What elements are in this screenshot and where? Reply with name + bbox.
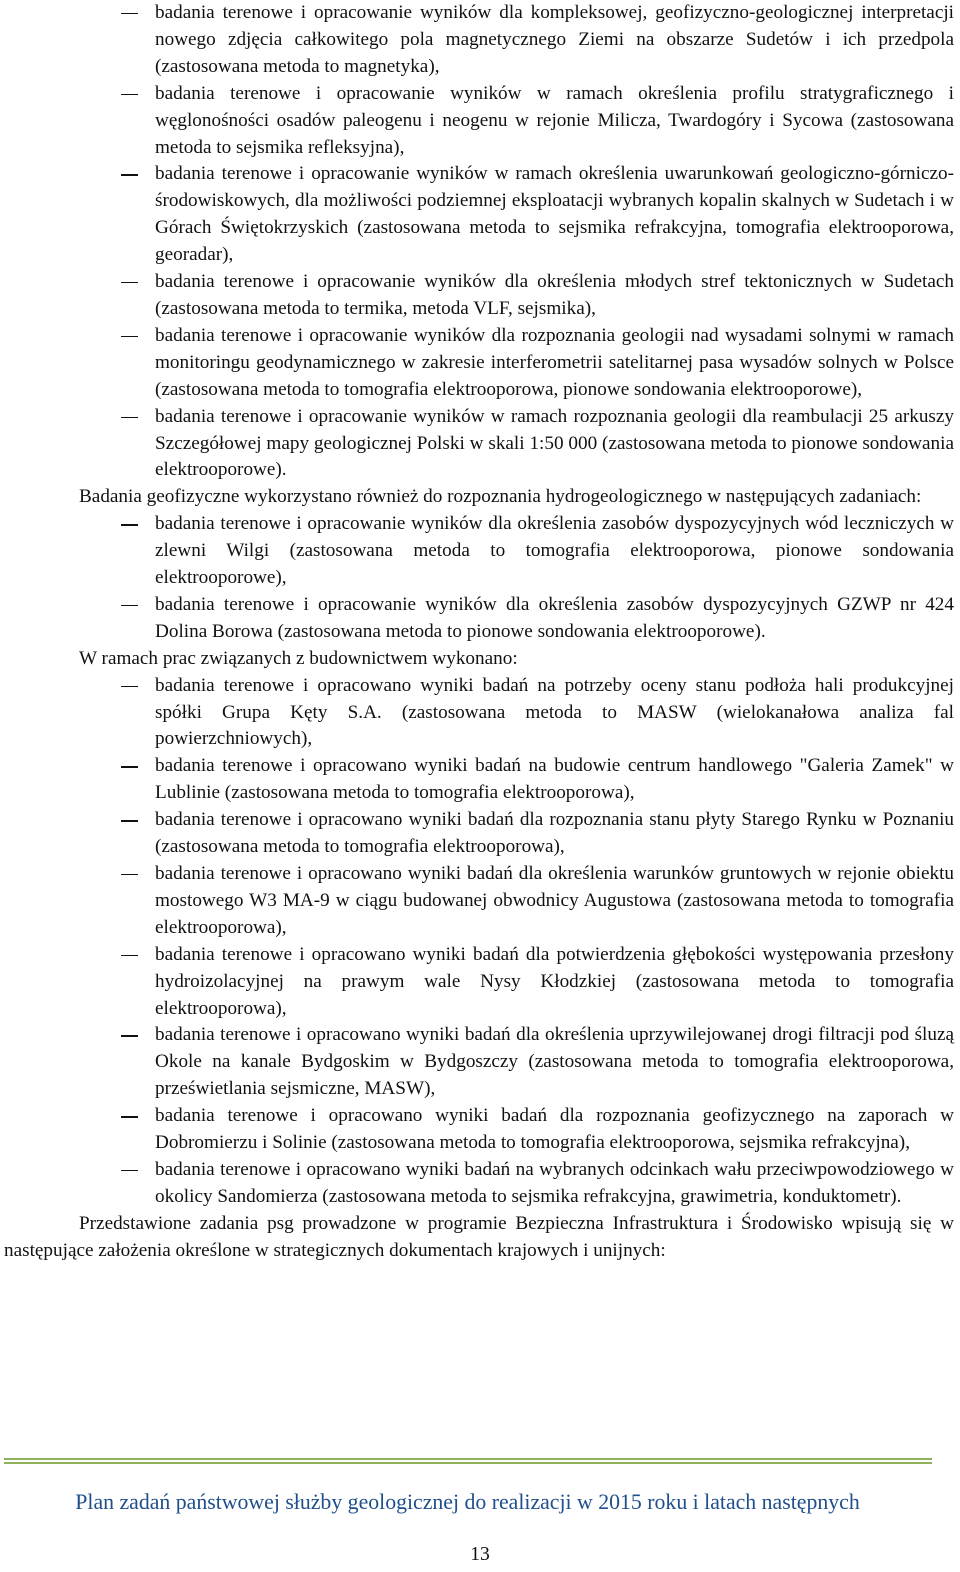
footer-rule-top	[4, 1458, 932, 1460]
list-item: badania terenowe i opracowano wyniki badań na budowie centrum handlowego "Galeria Zamek" w Lublinie (zastosowana metoda to tomografia elektrooporowa),	[4, 753, 954, 807]
methods-list-3	[4, 673, 954, 1211]
list-item: badania terenowe i opracowano wyniki badań dla określenia warunków gruntowych w rejonie obiektu mostowego W3 MA-9 w ciągu budowanej obwodnicy Augustowa (zastosowana metoda to tomografia elektrooporowa),	[4, 861, 954, 942]
list-item: badania terenowe i opracowano wyniki badań na wybranych odcinkach wału przeciwpowodziowego w okolicy Sandomierza (zastosowana metoda to sejsmika refrakcyjna, grawimetria, konduktometr).	[4, 1157, 954, 1211]
list-item: badania terenowe i opracowano wyniki badań dla określenia uprzywilejowanej drogi filtracji pod śluzą Okole na kanale Bydgoskim w Bydgoszczy (zastosowana metoda to tomografia elektrooporowa, prześwietlania sejsmiczne, MASW),	[4, 1022, 954, 1103]
footer-rule-bottom	[4, 1462, 932, 1464]
list-item: badania terenowe i opracowanie wyników dla rozpoznania geologii nad wysadami solnymi w ramach monitoringu geodynamicznego w zakresie interferometrii satelitarnej pasa wysadów solnych w Polsce (zastosowana metoda to tomografia elektrooporowa, pionowe sondowania elektrooporowe),	[4, 323, 954, 404]
list-item: badania terenowe i opracowano wyniki badań dla potwierdzenia głębokości występowania przesłony hydroizolacyjnej na prawym wale Nysy Kłodzkiej (zastosowana metoda to tomografia elektrooporowa),	[4, 942, 954, 1023]
list-item: badania terenowe i opracowanie wyników w ramach określenia uwarunkowań geologiczno-górniczo-środowiskowych, dla możliwości podziemnej eksploatacji wybranych kopalin skalnych w Sudetach i w Górach Świętokrzyskich (zastosowana metoda to sejsmika refrakcyjna, tomografia elektrooporowa, georadar),	[4, 161, 954, 269]
list-item: badania terenowe i opracowanie wyników dla określenia zasobów dyspozycyjnych wód leczniczych w zlewni Wilgi (zastosowana metoda to tomografia elektrooporowa, pionowe sondowania elektrooporowe),	[4, 511, 954, 592]
list-item: badania terenowe i opracowano wyniki badań na potrzeby oceny stanu podłoża hali produkcyjnej spółki Grupa Kęty S.A. (zastosowana metoda to MASW (wielokanałowa analiza fal powierzchniowych),	[4, 673, 954, 754]
methods-list-2	[4, 511, 954, 646]
list-item: badania terenowe i opracowanie wyników w ramach określenia profilu stratygraficznego i węglonośności osadów paleogenu i neogenu w rejonie Milicza, Twardogóry i Sycowa (zastosowana metoda to sejsmika refleksyjna),	[4, 81, 954, 162]
list-item: badania terenowe i opracowanie wyników dla określenia zasobów dyspozycyjnych GZWP nr 424 Dolina Borowa (zastosowana metoda to pionowe sondowania elektrooporowe).	[4, 592, 954, 646]
methods-list-1	[4, 0, 954, 484]
list-item: badania terenowe i opracowanie wyników dla określenia młodych stref tektonicznych w Sudetach (zastosowana metoda to termika, metoda VLF, sejsmika),	[4, 269, 954, 323]
list-item: badania terenowe i opracowanie wyników dla kompleksowej, geofizyczno-geologicznej interpretacji nowego zdjęcia całkowitego pola magnetycznego Ziemi na obszarze Sudetów i ich przedpola (zastosowana metoda to magnetyka),	[4, 0, 954, 81]
page-number: 13	[470, 1544, 490, 1565]
paragraph-summary: Przedstawione zadania psg prowadzone w programie Bezpieczna Infrastruktura i Środowisko wpisują się w następujące założenia określone w strategicznych dokumentach krajowych i unijnych:	[4, 1212, 954, 1261]
paragraph-construction-intro: W ramach prac związanych z budownictwem wykonano:	[79, 647, 518, 669]
list-item: badania terenowe i opracowano wyniki badań dla rozpoznania stanu płyty Starego Rynku w Poznaniu (zastosowana metoda to tomografia elektrooporowa),	[4, 807, 954, 861]
document-body	[4, 0, 954, 1265]
footer-title: Plan zadań państwowej służby geologicznej do realizacji w 2015 roku i latach następnych	[75, 1490, 860, 1514]
list-item: badania terenowe i opracowanie wyników w ramach rozpoznania geologii dla reambulacji 25 arkuszy Szczegółowej mapy geologicznej Polski w skali 1:50 000 (zastosowana metoda to pionowe sondowania elektrooporowe).	[4, 404, 954, 485]
list-item: badania terenowe i opracowano wyniki badań dla rozpoznania geofizycznego na zaporach w Dobromierzu i Solinie (zastosowana metoda to tomografia elektrooporowa, sejsmika refrakcyjna),	[4, 1103, 954, 1157]
paragraph-hydrogeology-intro: Badania geofizyczne wykorzystano również do rozpoznania hydrogeologicznego w następujących zadaniach:	[79, 486, 922, 508]
